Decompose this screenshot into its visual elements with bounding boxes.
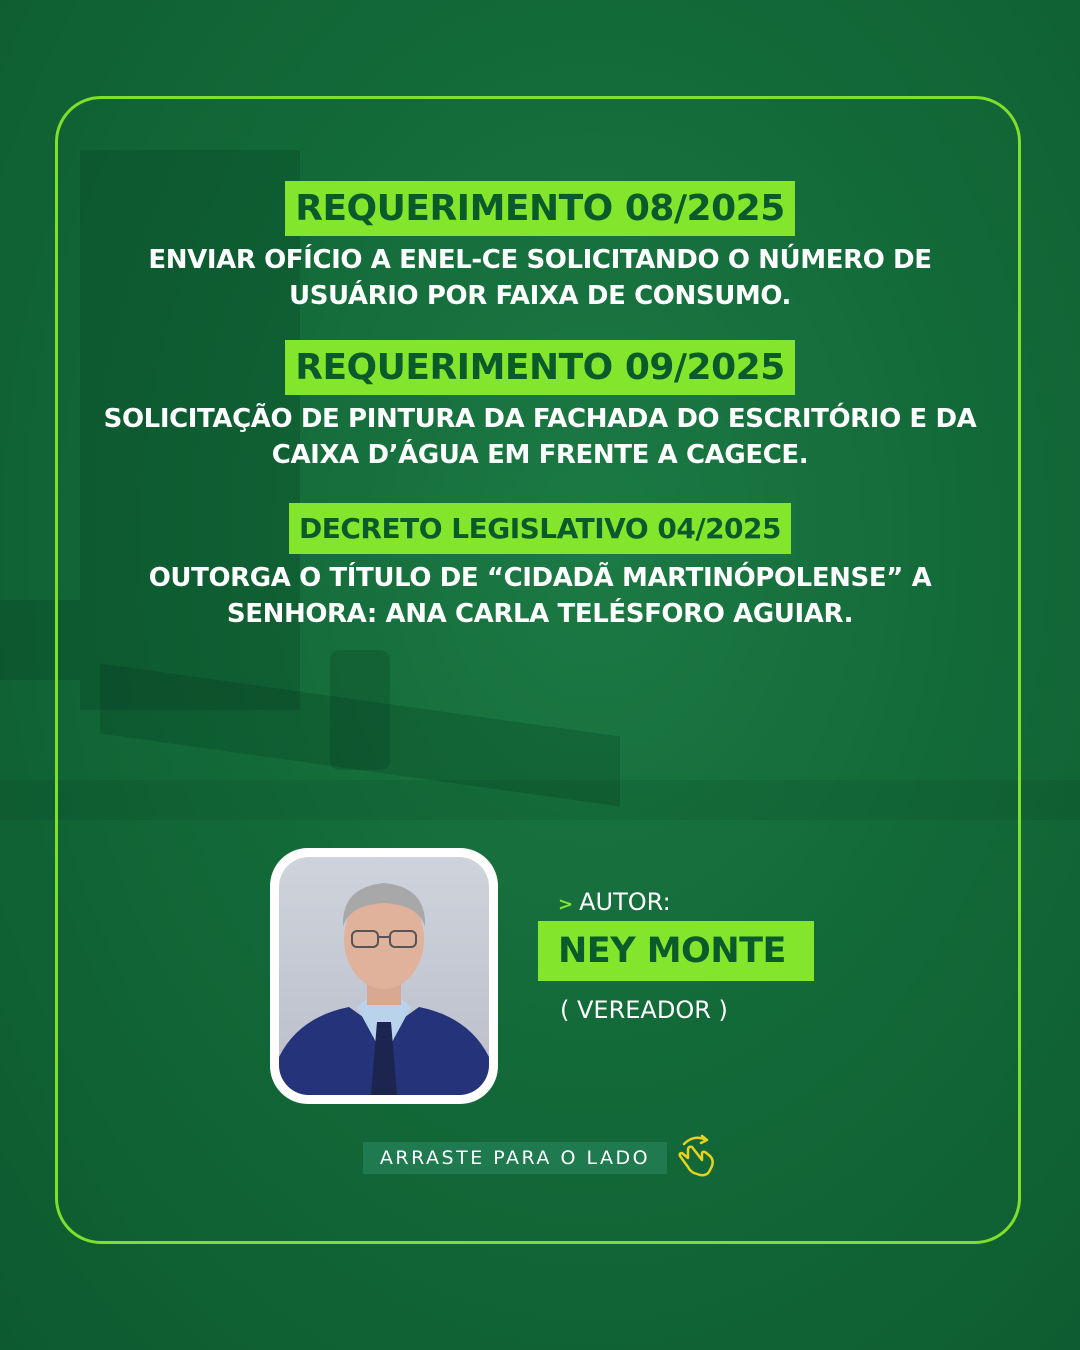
requerimento-08-description: ENVIAR OFÍCIO A ENEL-CE SOLICITANDO O NÚMERO DE USUÁRIO POR FAIXA DE CONSUMO.: [148, 245, 932, 311]
requerimento-09: [0, 340, 1080, 473]
requerimento-09-title: REQUERIMENTO 09/2025: [285, 340, 795, 395]
decreto-legislativo-04-title: DECRETO LEGISLATIVO 04/2025: [289, 503, 791, 554]
chevron-right-icon: >: [558, 894, 574, 915]
swipe-hand-icon: [674, 1130, 722, 1178]
requerimento-09-description: SOLICITAÇÃO DE PINTURA DA FACHADA DO ESCRITÓRIO E DA CAIXA D’ÁGUA EM FRENTE A CAGECE.: [103, 404, 977, 470]
decreto-legislativo-04: [0, 503, 1080, 632]
author-name: NEY MONTE: [538, 921, 814, 981]
requerimento-08-title: REQUERIMENTO 08/2025: [285, 181, 795, 236]
author-photo: [270, 848, 498, 1104]
author-role: ( VEREADOR ): [560, 996, 728, 1024]
requerimento-08: [0, 181, 1080, 314]
swipe-hint: ARRASTE PARA O LADO: [363, 1142, 667, 1174]
decreto-legislativo-04-description: OUTORGA O TÍTULO DE “CIDADÃ MARTINÓPOLENSE” A SENHORA: ANA CARLA TELÉSFORO AGUIAR.: [148, 563, 932, 629]
author-label: > AUTOR:: [558, 888, 671, 916]
portrait-image: [279, 857, 489, 1095]
